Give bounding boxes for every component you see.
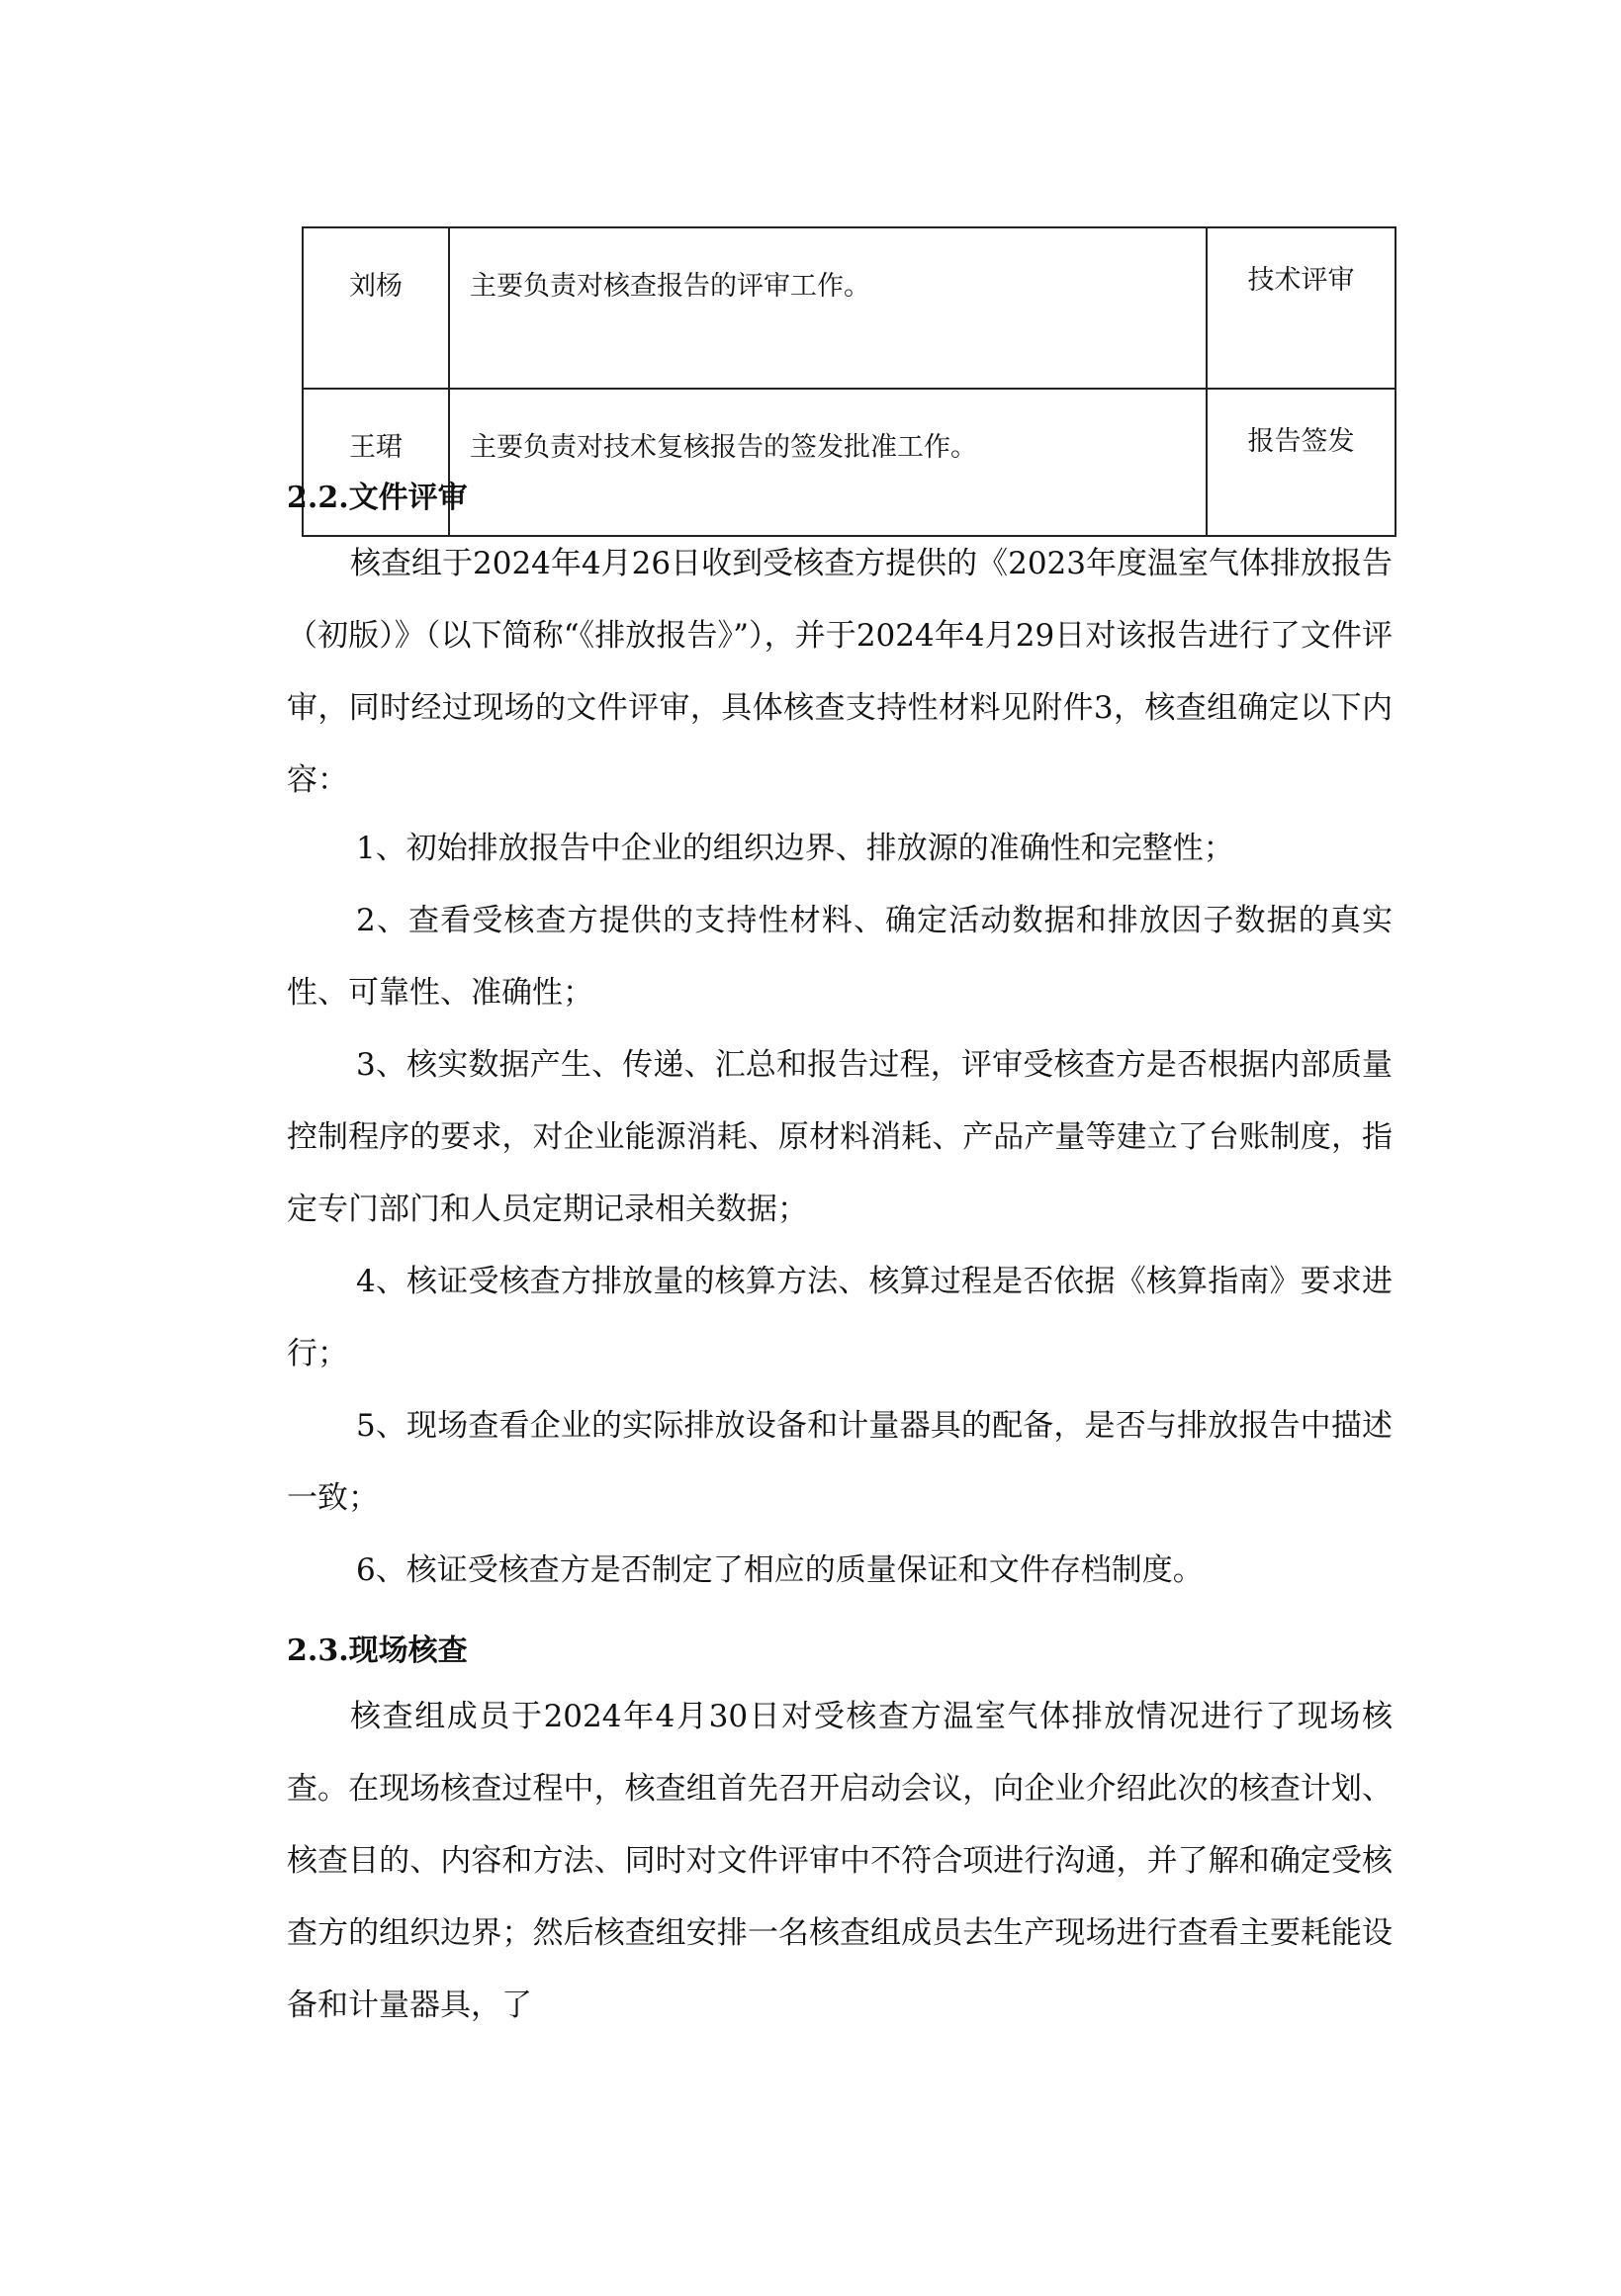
table-row bbox=[303, 227, 1396, 389]
member-name: 刘杨 bbox=[303, 227, 449, 389]
member-name: 王珺 bbox=[303, 389, 449, 536]
section-heading-2-2: 2.2.文件评审 bbox=[287, 481, 468, 515]
list-item: 5、现场查看企业的实际排放设备和计量器具的配备，是否与排放报告中描述一致； bbox=[287, 1408, 1393, 1516]
member-duty: 主要负责对技术复核报告的签发批准工作。 bbox=[449, 389, 1207, 536]
list-item: 3、核实数据产生、传递、汇总和报告过程，评审受核查方是否根据内部质量控制程序的要求，对企业能源消耗、原材料消耗、产品产量等建立了台账制度，指定专门部门和人员定期记录相关数据； bbox=[287, 1047, 1393, 1227]
paragraph-intro-2-3: 核查组成员于2024年4月30日对受核查方温室气体排放情况进行了现场核查。在现场核查过程中，核查组首先召开启动会议，向企业介绍此次的核查计划、核查目的、内容和方法、同时对文件评审中不符合项进行沟通，并了解和确定受核查方的组织边界；然后核查组安排一名核查组成员去生产现场进行查看主要耗能设备和计量器具，了 bbox=[287, 1699, 1393, 2023]
paragraph-intro-2-2: 核查组于2024年4月26日收到受核查方提供的《2023年度温室气体排放报告（初版）》（以下简称“《排放报告》”），并于2024年4月29日对该报告进行了文件评审，同时经过现场的文件评审，具体核查支持性材料见附件3，核查组确定以下内容： bbox=[287, 546, 1393, 798]
list-item: 2、查看受核查方提供的支持性材料、确定活动数据和排放因子数据的真实性、可靠性、准确性； bbox=[287, 903, 1393, 1011]
member-role: 技术评审 bbox=[1207, 227, 1396, 389]
list-item: 6、核证受核查方是否制定了相应的质量保证和文件存档制度。 bbox=[356, 1552, 1204, 1588]
member-duty: 主要负责对核查报告的评审工作。 bbox=[449, 227, 1207, 389]
member-role: 报告签发 bbox=[1207, 389, 1396, 536]
section-heading-2-3: 2.3.现场核查 bbox=[287, 1634, 468, 1668]
list-item: 4、核证受核查方排放量的核算方法、核算过程是否依据《核算指南》要求进行； bbox=[287, 1264, 1393, 1371]
list-item: 1、初始排放报告中企业的组织边界、排放源的准确性和完整性； bbox=[356, 831, 1234, 866]
